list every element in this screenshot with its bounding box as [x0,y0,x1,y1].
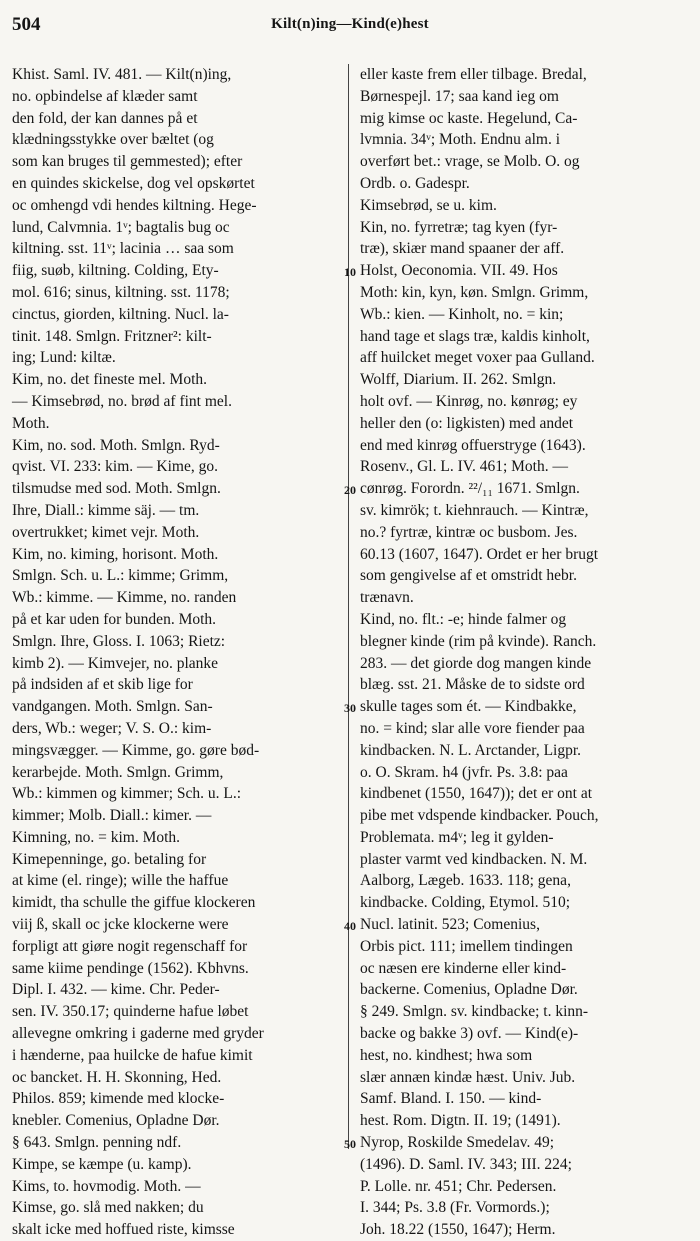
page-number: 504 [12,14,41,35]
text-line: (1496). D. Saml. IV. 343; III. 224; [360,1155,572,1173]
text-line: kindbenet (1550, 1647)); det er ont at [360,785,593,803]
text-line: Kim, no. det fineste mel. Moth. [12,371,208,389]
text-line: på et kar uden for bunden. Moth. [12,610,217,628]
right-column [360,64,690,1241]
text-line: tilsmudse med sod. Moth. Smlgn. [12,480,221,498]
text-line: en quindes skickelse, dog vel opskørtet [12,174,255,192]
text-line: Kimse, go. slå med nakken; du [12,1199,204,1217]
text-line: P. Lolle. nr. 451; Chr. Pedersen. [360,1177,557,1195]
text-line: heller den (o: ligkisten) med andet [360,414,574,432]
text-line: kimb 2). — Kimvejer, no. planke [12,654,219,672]
text-line: Ordb. o. Gadespr. [360,174,470,192]
text-line: Wolff, Diarium. II. 262. Smlgn. [360,371,557,389]
text-line: oc bancket. H. H. Skonning, Hed. [12,1068,222,1086]
text-line: blegner kinde (rim på kvinde). Ranch. [360,632,597,650]
text-line: kiltning. sst. 11ᵛ; lacinia … saa som [12,240,234,258]
text-line: som kan bruges til gemmested); efter [12,153,243,171]
text-line: kindbacke. Colding, Etymol. 510; [360,894,571,912]
text-line: mingsvægger. — Kimme, go. gøre bød- [12,741,260,759]
text-line: trænavn. [360,589,414,607]
running-head: Kilt(n)ing—Kind(e)hest [271,16,429,32]
line-number: 20 [344,483,356,498]
text-line: skulle tages som ét. — Kindbakke, [360,698,577,716]
text-line: § 643. Smlgn. penning ndf. [12,1134,182,1152]
line-number: 30 [344,701,356,716]
text-line: træ), skiær mand spaaner der aff. [360,240,565,258]
text-line: klædningsstykke over bæltet (og [12,131,214,149]
text-line: som gengivelse af et omstridt hebr. [360,567,577,585]
text-line: skalt icke med hoffued riste, kimsse [12,1221,235,1239]
text-line: no. = kind; slar alle vore fiender paa [360,719,585,737]
text-line: overført bet.: vrage, se Molb. O. og [360,153,580,171]
text-line: Ihre, Diall.: kimme säj. — tm. [12,501,200,519]
text-line: — Kimsebrød, no. brød af fint mel. [12,392,232,410]
text-line: Problemata. m4ᵛ; leg it gylden- [360,828,554,846]
text-line: at kime (el. ringe); wille the haffue [12,872,229,890]
text-line: overtrukket; kimet vejr. Moth. [12,523,200,541]
text-line: holt ovf. — Kinrøg, no. kønrøg; ey [360,392,578,410]
text-line: knebler. Comenius, Opladne Dør. [12,1112,220,1130]
text-line: Khist. Saml. IV. 481. — Kilt(n)ing, [12,66,232,83]
text-line: lund, Calvmnia. 1ᵛ; bagtalis bug oc [12,218,230,236]
text-line: no.? fyrtræ, kintræ oc busbom. Jes. [360,523,578,541]
text-line: Philos. 859; kimende med klocke- [12,1090,225,1108]
text-line: lvmnia. 34ᵛ; Moth. Endnu alm. i [360,131,561,149]
text-line: Aalborg, Lægeb. 1633. 118; gena, [360,872,571,890]
text-line: § 249. Smlgn. sv. kindbacke; t. kinn- [360,1003,589,1021]
text-line: Kimepenninge, go. betaling for [12,850,207,868]
text-line: Kin, no. fyrretræ; tag kyen (fyr- [360,218,558,236]
text-line: backe og bakke 3) ovf. — Kind(e)- [360,1025,579,1043]
line-number: 10 [344,265,356,280]
text-line: Kims, to. hovmodig. Moth. — [12,1177,201,1195]
text-line: slær annæn kindæ hæst. Univ. Jub. [360,1068,576,1086]
text-line: Kind, no. flt.: -e; hinde falmer og [360,610,567,628]
text-line: kimmer; Molb. Diall.: kimer. — [12,807,212,825]
text-line: ders, Wb.: weger; V. S. O.: kim- [12,719,212,737]
text-line: Kimning, no. = kim. Moth. [12,828,181,846]
text-line: hand tage et slags træ, kaldis kinholt, [360,327,590,345]
text-line: viij ß, skall oc jcke klockerne were [12,916,229,934]
text-line: Kimpe, se kæmpe (u. kamp). [12,1155,192,1173]
page-header [12,14,688,42]
text-line: Moth. [12,414,50,432]
text-line: kimidt, tha schulle the giffue klockeren [12,894,256,912]
column-divider [348,64,349,1149]
text-line: 283. — det giorde dog mangen kinde [360,654,592,672]
text-line: eller kaste frem eller tilbage. Bredal, [360,66,587,83]
text-line: oc omhengd vdi hendes kiltning. Hege- [12,196,257,214]
text-line: sen. IV. 350.17; quinderne hafue løbet [12,1003,249,1021]
text-line: cinctus, giorden, kiltning. Nucl. la- [12,305,229,323]
text-line: blæg. sst. 21. Måske de to sidste ord [360,676,585,694]
text-line: kindbacken. N. L. Arctander, Ligpr. [360,741,582,759]
text-line: Kim, no. sod. Moth. Smlgn. Ryd- [12,436,220,454]
text-line: Kimsebrød, se u. kim. [360,196,497,214]
text-line: Joh. 18.22 (1550, 1647); Herm. [360,1221,556,1239]
text-line: aff huilcket meget voxer paa Gulland. [360,349,595,367]
text-line: allevegne omkring i gaderne med gryder [12,1025,264,1043]
text-line: 60.13 (1607, 1647). Ordet er her brugt [360,545,599,563]
text-line: Moth: kin, kyn, køn. Smlgn. Grimm, [360,283,589,301]
text-line: Nyrop, Roskilde Smedelav. 49; [360,1134,555,1152]
text-line: pibe met vdspende kindbacker. Pouch, [360,807,599,825]
text-line: i hænderne, paa huilcke de hafue kimit [12,1046,253,1064]
text-line: cønrøg. Forordn. ²²/₁₁ 1671. Smlgn. [360,480,580,498]
text-line: Wb.: kimmen og kimmer; Sch. u. L.: [12,785,242,803]
text-line: Orbis pict. 111; imellem tindingen [360,937,573,955]
text-line: qvist. VI. 233: kim. — Kime, go. [12,458,218,476]
text-line: Kim, no. kiming, horisont. Moth. [12,545,219,563]
text-line: den fold, der kan dannes på et [12,109,198,127]
text-line: Samf. Bland. I. 150. — kind- [360,1090,542,1108]
text-line: same kiime pendinge (1562). Kbhvns. [12,959,249,977]
text-line: no. opbindelse af klæder samt [12,87,198,105]
text-line: end med kinrøg offuerstryge (1643). [360,436,586,454]
text-line: Wb.: kien. — Kinholt, no. = kin; [360,305,564,323]
text-line: Rosenv., Gl. L. IV. 461; Moth. — [360,458,568,476]
line-number: 40 [344,919,356,934]
text-line: tinit. 148. Smlgn. Fritzner²: kilt- [12,327,212,345]
text-line: Smlgn. Ihre, Gloss. I. 1063; Rietz: [12,632,226,650]
text-line: mig kimse oc kaste. Hegelund, Ca- [360,109,578,127]
text-line: I. 344; Ps. 3.8 (Fr. Vormords.); [360,1199,550,1217]
text-line: Dipl. I. 432. — kime. Chr. Peder- [12,981,220,999]
text-line: Børnespejl. 17; saa kand ieg om [360,87,559,105]
text-line: Holst, Oeconomia. VII. 49. Hos [360,262,558,280]
text-line: kerarbejde. Moth. Smlgn. Grimm, [12,763,224,781]
text-line: backerne. Comenius, Opladne Dør. [360,981,578,999]
left-column [12,64,342,1241]
text-line: ing; Lund: kiltæ. [12,349,116,367]
text-line: plaster varmt ved kindbacken. N. M. [360,850,588,868]
text-line: forpligt att giøre nogit regenschaff for [12,937,248,955]
text-line: på indsiden af et skib lige for [12,676,193,694]
text-line: Nucl. latinit. 523; Comenius, [360,916,540,934]
line-number: 50 [344,1137,356,1152]
text-line: oc næsen ere kinderne eller kind- [360,959,567,977]
text-line: vandgangen. Moth. Smlgn. San- [12,698,213,716]
text-line: Wb.: kimme. — Kimme, no. randen [12,589,237,607]
text-line: fiig, suøb, kiltning. Colding, Ety- [12,262,219,280]
text-line: o. O. Skram. h4 (jvfr. Ps. 3.8: paa [360,763,568,781]
text-line: sv. kimrök; t. kiehnrauch. — Kintræ, [360,501,589,519]
text-line: mol. 616; sinus, kiltning. sst. 1178; [12,283,230,301]
text-line: Smlgn. Sch. u. L.: kimme; Grimm, [12,567,229,585]
text-line: hest, no. kindhest; hwa som [360,1046,533,1064]
text-line: hest. Rom. Digtn. II. 19; (1491). [360,1112,561,1130]
